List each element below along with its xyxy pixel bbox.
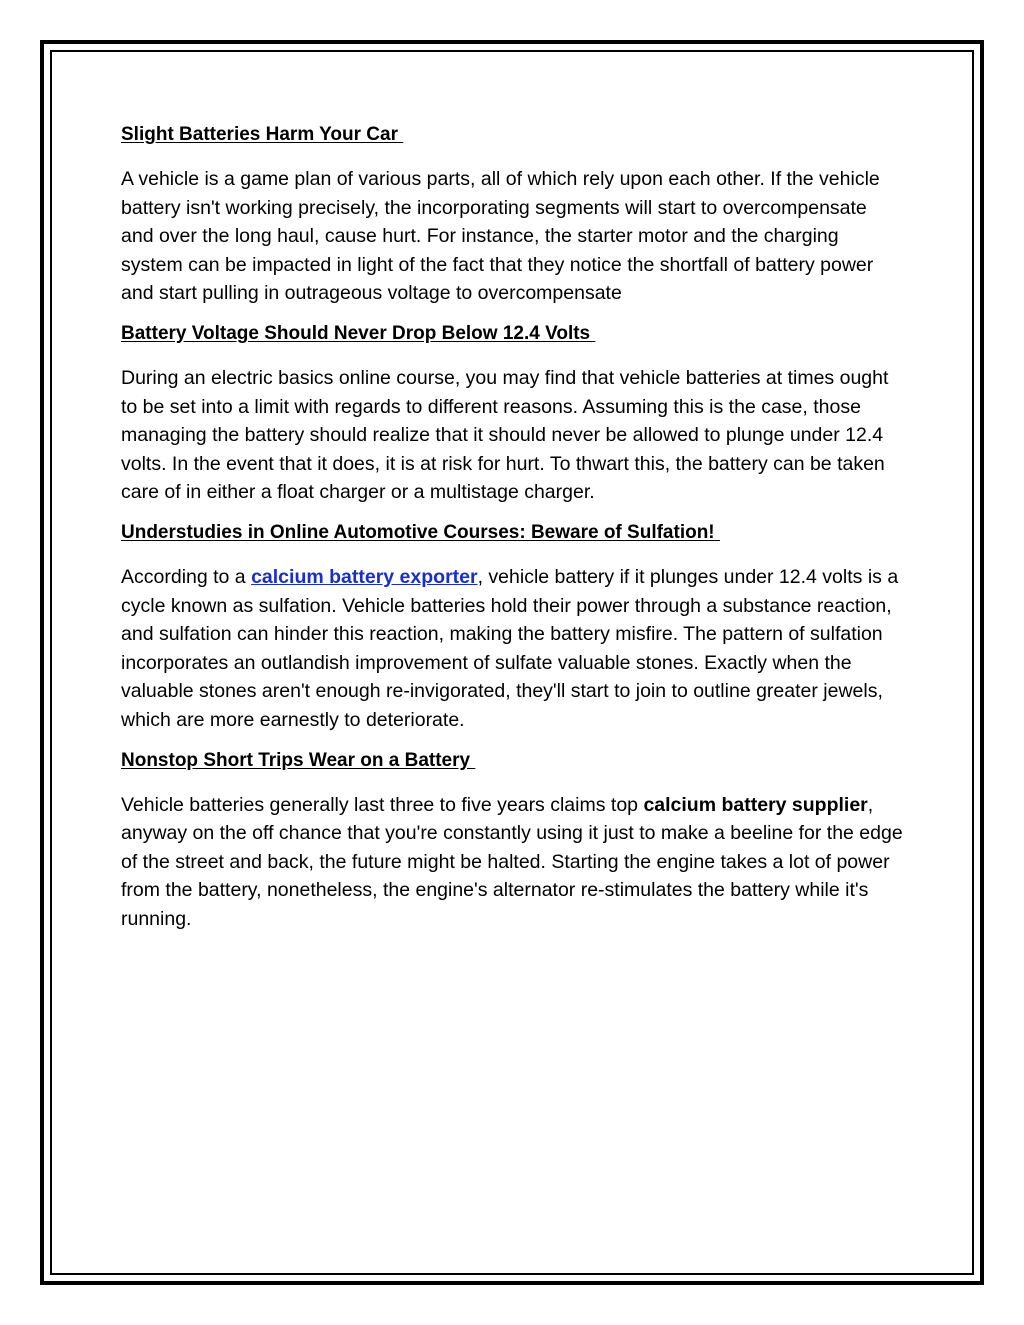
section-heading-sulfation: Understudies in Online Automotive Courses: Beware of Sulfation! (121, 521, 720, 543)
paragraph-text-before-link: According to a (121, 565, 252, 588)
paragraph-text-after-bold: , anyway on the off chance that you're constantly using it just to make a beeline for the edge of the street and back, the future might be halted. Starting the engine takes a lot of power from the battery, nonetheless, the engine's alternator re-stimulates the battery while it's running. (121, 793, 903, 930)
section-paragraph-slight-batteries: A vehicle is a game plan of various parts, all of which rely upon each other. If the vehicle battery isn't working precisely, the incorporating segments will start to overcompensate and over the long haul, cause hurt. For instance, the starter motor and the charging system can be impacted in light of the fact that they notice the shortfall of battery power and start pulling in outrageous voltage to overcompensate (121, 168, 880, 305)
calcium-battery-supplier-bold: calcium battery supplier (643, 793, 868, 816)
paragraph-text-before-bold: Vehicle batteries generally last three to five years claims top (121, 793, 644, 816)
document-body (121, 121, 903, 945)
calcium-battery-exporter-link[interactable]: calcium battery exporter (251, 565, 478, 588)
paragraph-text-after-link: , vehicle battery if it plunges under 12.4 volts is a cycle known as sulfation. Vehicle batteries hold their power through a substance reaction, and sulfation can hinder this reaction, making the battery misfire. The pattern of sulfation incorporates an outlandish improvement of sulfate valuable stones. Exactly when the valuable stones aren't enough re-invigorated, they'll start to join to outline greater jewels, which are more earnestly to deteriorate. (121, 565, 899, 731)
section-paragraph-sulfation (121, 563, 903, 735)
section-heading-short-trips: Nonstop Short Trips Wear on a Battery (121, 749, 476, 771)
section-heading-battery-voltage: Battery Voltage Should Never Drop Below 12.4 Volts (121, 322, 596, 344)
section-heading-slight-batteries: Slight Batteries Harm Your Car (121, 124, 404, 145)
section-paragraph-battery-voltage: During an electric basics online course, you may find that vehicle batteries at times ought to be set into a limit with regards to different reasons. Assuming this is the case, those managing the battery should realize that it should never be allowed to plunge under 12.4 volts. In the event that it does, it is at risk for hurt. To thwart this, the battery can be taken care of in either a float charger or a multistage charger. (121, 366, 889, 504)
section-paragraph-short-trips (121, 791, 903, 934)
